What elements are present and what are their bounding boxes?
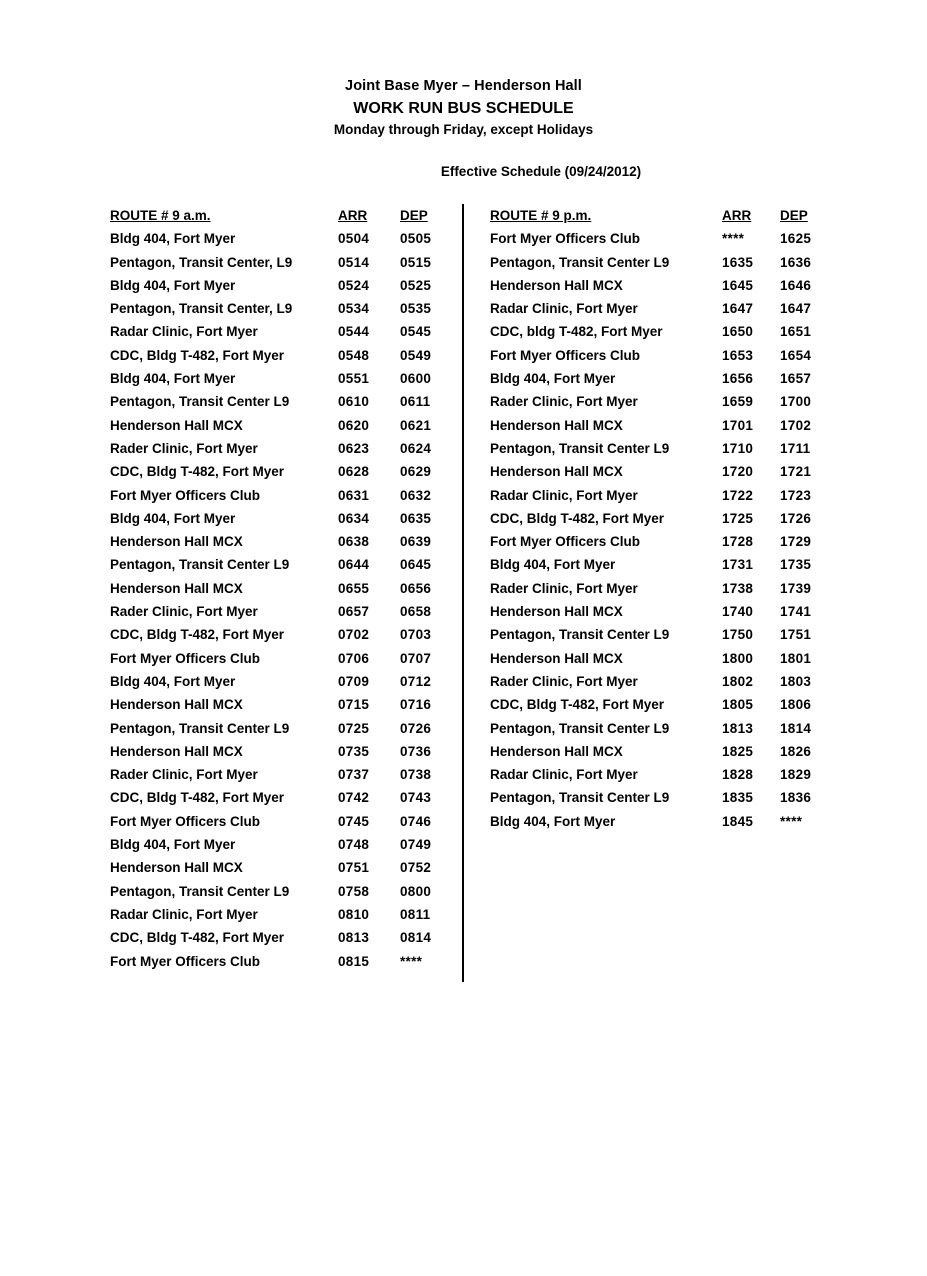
arrival-time: 0735 — [338, 743, 370, 759]
stop-name: Radar Clinic, Fort Myer — [490, 487, 638, 503]
stop-name: Henderson Hall MCX — [490, 464, 623, 480]
departure-time: 1625 — [780, 231, 812, 247]
table-row — [110, 880, 460, 903]
table-row — [490, 320, 840, 343]
table-row — [110, 740, 460, 763]
arrival-time: 1728 — [722, 534, 754, 550]
departure-time: 0811 — [400, 906, 431, 922]
document-title: WORK RUN BUS SCHEDULE — [353, 100, 574, 117]
table-row — [110, 833, 460, 856]
arrival-time: 0737 — [338, 767, 370, 783]
table-row — [110, 390, 460, 413]
arrival-time: 0709 — [338, 673, 370, 689]
arrival-time: 1835 — [722, 790, 754, 806]
stop-name: Bldg 404, Fort Myer — [490, 371, 616, 387]
arrival-time: 1845 — [722, 813, 754, 829]
arrival-time: 0534 — [338, 301, 370, 317]
departure-time: 0515 — [400, 254, 432, 270]
table-row — [490, 670, 840, 693]
stop-name: Henderson Hall MCX — [110, 697, 243, 713]
table-row — [110, 367, 460, 390]
table-row — [490, 693, 840, 716]
departure-time: 1646 — [780, 277, 812, 293]
stop-name: Bldg 404, Fort Myer — [490, 813, 616, 829]
departure-time: 0611 — [400, 394, 431, 410]
departure-time: 1651 — [780, 324, 812, 340]
arrival-time: 0524 — [338, 277, 370, 293]
stop-name: Bldg 404, Fort Myer — [490, 557, 616, 573]
table-header-row — [110, 204, 460, 227]
departure-time: 1806 — [780, 697, 812, 713]
departure-time: 0746 — [400, 813, 432, 829]
effective-date: Effective Schedule (09/24/2012) — [440, 164, 642, 179]
stop-name: Rader Clinic, Fort Myer — [110, 440, 258, 456]
stop-name: Henderson Hall MCX — [110, 580, 243, 596]
table-row — [490, 367, 840, 390]
column-header-arr: ARR — [338, 208, 368, 223]
arrival-time: 1720 — [722, 464, 754, 480]
departure-time: 0800 — [400, 883, 432, 899]
stop-name: CDC, Bldg T-482, Fort Myer — [110, 930, 285, 946]
departure-time: 0621 — [400, 417, 432, 433]
table-row — [490, 344, 840, 367]
arrival-time: 1701 — [722, 417, 754, 433]
stop-name: Henderson Hall MCX — [110, 860, 243, 876]
departure-time: 0752 — [400, 860, 432, 876]
stop-name: Bldg 404, Fort Myer — [110, 837, 236, 853]
arrival-time: **** — [722, 231, 745, 247]
stop-name: Bldg 404, Fort Myer — [110, 231, 236, 247]
arrival-time: 0628 — [338, 464, 370, 480]
stop-name: Pentagon, Transit Center L9 — [490, 440, 670, 456]
table-row — [110, 763, 460, 786]
arrival-time: 0548 — [338, 347, 370, 363]
arrival-time: 0742 — [338, 790, 370, 806]
departure-time: 0639 — [400, 534, 432, 550]
arrival-time: 1800 — [722, 650, 754, 666]
route-column-am — [110, 204, 460, 973]
table-row — [490, 437, 840, 460]
table-row — [110, 484, 460, 507]
stop-name: Pentagon, Transit Center L9 — [490, 790, 670, 806]
table-row — [110, 786, 460, 809]
route-heading-am: ROUTE # 9 a.m. — [110, 208, 211, 223]
arrival-time: 0748 — [338, 837, 370, 853]
stop-name: Pentagon, Transit Center, L9 — [110, 301, 293, 317]
arrival-time: 1656 — [722, 371, 754, 387]
arrival-time: 1722 — [722, 487, 754, 503]
table-row — [490, 717, 840, 740]
departure-time: 1836 — [780, 790, 812, 806]
table-row — [490, 553, 840, 576]
stop-name: CDC, Bldg T-482, Fort Myer — [110, 790, 285, 806]
departure-time: 0525 — [400, 277, 432, 293]
table-row — [110, 274, 460, 297]
table-row — [110, 693, 460, 716]
arrival-time: 1635 — [722, 254, 754, 270]
stop-name: Pentagon, Transit Center, L9 — [110, 254, 293, 270]
departure-time: 1829 — [780, 767, 812, 783]
departure-time: 1721 — [780, 464, 812, 480]
stop-name: Fort Myer Officers Club — [490, 534, 641, 550]
stop-name: Henderson Hall MCX — [490, 277, 623, 293]
arrival-time: 0610 — [338, 394, 370, 410]
table-row — [490, 274, 840, 297]
departure-time: 0535 — [400, 301, 432, 317]
arrival-time: 0815 — [338, 953, 370, 969]
route-heading-pm: ROUTE # 9 p.m. — [490, 208, 592, 223]
stop-name: Fort Myer Officers Club — [110, 487, 261, 503]
departure-time: 0656 — [400, 580, 432, 596]
table-row — [490, 623, 840, 646]
stop-name: Fort Myer Officers Club — [490, 231, 641, 247]
table-row — [490, 810, 840, 833]
arrival-time: 0715 — [338, 697, 370, 713]
stop-name: CDC, Bldg T-482, Fort Myer — [110, 627, 285, 643]
departure-time: 0726 — [400, 720, 432, 736]
table-row — [490, 460, 840, 483]
departure-time: 1814 — [780, 720, 812, 736]
table-row — [490, 786, 840, 809]
departure-time: 1647 — [780, 301, 812, 317]
arrival-time: 0706 — [338, 650, 370, 666]
table-row — [110, 926, 460, 949]
stop-name: Henderson Hall MCX — [490, 650, 623, 666]
column-header-dep: DEP — [400, 208, 428, 223]
table-row — [110, 414, 460, 437]
stop-name: Radar Clinic, Fort Myer — [490, 767, 638, 783]
arrival-time: 0504 — [338, 231, 370, 247]
departure-time: 1726 — [780, 510, 812, 526]
table-row — [490, 577, 840, 600]
schedule-document — [0, 76, 927, 1276]
arrival-time: 1802 — [722, 673, 754, 689]
departure-time: 0545 — [400, 324, 432, 340]
stop-name: Pentagon, Transit Center L9 — [490, 720, 670, 736]
table-row — [110, 460, 460, 483]
stop-name: Rader Clinic, Fort Myer — [490, 394, 638, 410]
departure-time: 1711 — [780, 440, 811, 456]
column-divider — [462, 204, 464, 982]
departure-time: **** — [780, 813, 803, 829]
table-row — [110, 623, 460, 646]
stop-name: Henderson Hall MCX — [110, 417, 243, 433]
arrival-time: 1813 — [722, 720, 754, 736]
schedule-table-am — [110, 204, 460, 973]
departure-time: 1735 — [780, 557, 812, 573]
table-row — [110, 647, 460, 670]
stop-name: Pentagon, Transit Center L9 — [110, 557, 290, 573]
arrival-time: 1725 — [722, 510, 754, 526]
stop-name: Henderson Hall MCX — [490, 417, 623, 433]
table-row — [490, 414, 840, 437]
table-row — [490, 600, 840, 623]
arrival-time: 0634 — [338, 510, 370, 526]
stop-name: Rader Clinic, Fort Myer — [490, 673, 638, 689]
table-row — [110, 856, 460, 879]
departure-time: 0549 — [400, 347, 432, 363]
table-row — [490, 484, 840, 507]
arrival-time: 0751 — [338, 860, 370, 876]
arrival-time: 1650 — [722, 324, 754, 340]
arrival-time: 0702 — [338, 627, 370, 643]
departure-time: 0743 — [400, 790, 432, 806]
departure-time: 0645 — [400, 557, 432, 573]
departure-time: 1801 — [780, 650, 812, 666]
stop-name: Pentagon, Transit Center L9 — [490, 254, 670, 270]
arrival-time: 1805 — [722, 697, 754, 713]
arrival-time: 1825 — [722, 743, 754, 759]
table-row — [110, 810, 460, 833]
stop-name: Rader Clinic, Fort Myer — [490, 580, 638, 596]
stop-name: Fort Myer Officers Club — [110, 953, 261, 969]
departure-time: 1826 — [780, 743, 812, 759]
stop-name: Rader Clinic, Fort Myer — [110, 767, 258, 783]
table-row — [490, 227, 840, 250]
arrival-time: 0623 — [338, 440, 370, 456]
departure-time: 0712 — [400, 673, 432, 689]
departure-time: 1741 — [780, 604, 812, 620]
stop-name: Bldg 404, Fort Myer — [110, 277, 236, 293]
departure-time: 0658 — [400, 604, 432, 620]
stop-name: Fort Myer Officers Club — [110, 813, 261, 829]
departure-time: 0624 — [400, 440, 432, 456]
table-row — [110, 297, 460, 320]
stop-name: CDC, Bldg T-482, Fort Myer — [110, 347, 285, 363]
stop-name: Bldg 404, Fort Myer — [110, 673, 236, 689]
table-row — [110, 344, 460, 367]
stop-name: Fort Myer Officers Club — [490, 347, 641, 363]
stop-name: CDC, Bldg T-482, Fort Myer — [110, 464, 285, 480]
table-row — [110, 320, 460, 343]
arrival-time: 1647 — [722, 301, 754, 317]
arrival-time: 1828 — [722, 767, 754, 783]
table-row — [490, 251, 840, 274]
arrival-time: 0657 — [338, 604, 370, 620]
table-row — [110, 437, 460, 460]
table-row — [110, 577, 460, 600]
table-row — [490, 390, 840, 413]
departure-time: 1657 — [780, 371, 812, 387]
stop-name: CDC, Bldg T-482, Fort Myer — [490, 510, 665, 526]
departure-time: 0738 — [400, 767, 432, 783]
table-row — [110, 903, 460, 926]
departure-time: 0736 — [400, 743, 432, 759]
stop-name: Pentagon, Transit Center L9 — [110, 394, 290, 410]
arrival-time: 0813 — [338, 930, 370, 946]
table-row — [490, 530, 840, 553]
arrival-time: 0725 — [338, 720, 370, 736]
arrival-time: 1645 — [722, 277, 754, 293]
arrival-time: 1653 — [722, 347, 754, 363]
table-row — [490, 740, 840, 763]
arrival-time: 0631 — [338, 487, 370, 503]
departure-time: 0814 — [400, 930, 432, 946]
stop-name: CDC, Bldg T-482, Fort Myer — [490, 697, 665, 713]
column-header-dep: DEP — [780, 208, 808, 223]
stop-name: Bldg 404, Fort Myer — [110, 510, 236, 526]
departure-time: 0629 — [400, 464, 432, 480]
arrival-time: 0514 — [338, 254, 370, 270]
stop-name: Pentagon, Transit Center L9 — [490, 627, 670, 643]
stop-name: Henderson Hall MCX — [490, 743, 623, 759]
departure-time: 1729 — [780, 534, 812, 550]
table-row — [110, 251, 460, 274]
route-column-pm — [490, 204, 840, 833]
arrival-time: 0644 — [338, 557, 370, 573]
departure-time: 0505 — [400, 231, 432, 247]
arrival-time: 0551 — [338, 371, 370, 387]
arrival-time: 0745 — [338, 813, 370, 829]
table-row — [110, 227, 460, 250]
departure-time: 1700 — [780, 394, 812, 410]
departure-time: 0716 — [400, 697, 432, 713]
arrival-time: 1740 — [722, 604, 754, 620]
table-row — [490, 297, 840, 320]
arrival-time: 0655 — [338, 580, 370, 596]
arrival-time: 1710 — [722, 440, 754, 456]
stop-name: Radar Clinic, Fort Myer — [490, 301, 638, 317]
departure-time: 0749 — [400, 837, 432, 853]
departure-time: 0707 — [400, 650, 432, 666]
stop-name: Henderson Hall MCX — [110, 743, 243, 759]
table-row — [490, 647, 840, 670]
table-row — [110, 670, 460, 693]
table-row — [110, 717, 460, 740]
table-row — [490, 507, 840, 530]
stop-name: Bldg 404, Fort Myer — [110, 371, 236, 387]
column-header-arr: ARR — [722, 208, 752, 223]
departure-time: 1723 — [780, 487, 812, 503]
stop-name: CDC, bldg T-482, Fort Myer — [490, 324, 663, 340]
departure-time: 1636 — [780, 254, 812, 270]
table-row — [110, 553, 460, 576]
stop-name: Fort Myer Officers Club — [110, 650, 261, 666]
table-header-row — [490, 204, 840, 227]
departure-time: 0632 — [400, 487, 432, 503]
departure-time: 1702 — [780, 417, 812, 433]
arrival-time: 0638 — [338, 534, 370, 550]
departure-time: 0600 — [400, 371, 432, 387]
table-row — [110, 950, 460, 973]
stop-name: Henderson Hall MCX — [490, 604, 623, 620]
installation-name: Joint Base Myer – Henderson Hall — [345, 78, 582, 94]
table-row — [110, 507, 460, 530]
schedule-table-pm — [490, 204, 840, 833]
stop-name: Rader Clinic, Fort Myer — [110, 604, 258, 620]
table-row — [110, 600, 460, 623]
arrival-time: 1659 — [722, 394, 754, 410]
table-row — [110, 530, 460, 553]
arrival-time: 0544 — [338, 324, 370, 340]
stop-name: Pentagon, Transit Center L9 — [110, 883, 290, 899]
departure-time: 1654 — [780, 347, 812, 363]
stop-name: Radar Clinic, Fort Myer — [110, 324, 258, 340]
departure-time: 1803 — [780, 673, 812, 689]
arrival-time: 1738 — [722, 580, 754, 596]
arrival-time: 0810 — [338, 906, 370, 922]
departure-time: 0635 — [400, 510, 432, 526]
stop-name: Pentagon, Transit Center L9 — [110, 720, 290, 736]
stop-name: Henderson Hall MCX — [110, 534, 243, 550]
schedule-columns — [0, 204, 927, 982]
stop-name: Radar Clinic, Fort Myer — [110, 906, 258, 922]
arrival-time: 1750 — [722, 627, 754, 643]
document-header — [0, 76, 927, 140]
arrival-time: 0758 — [338, 883, 370, 899]
departure-time: 1739 — [780, 580, 812, 596]
departure-time: **** — [400, 953, 423, 969]
arrival-time: 0620 — [338, 417, 370, 433]
arrival-time: 1731 — [722, 557, 754, 573]
departure-time: 0703 — [400, 627, 432, 643]
table-row — [490, 763, 840, 786]
operating-days: Monday through Friday, except Holidays — [333, 122, 594, 137]
departure-time: 1751 — [780, 627, 812, 643]
